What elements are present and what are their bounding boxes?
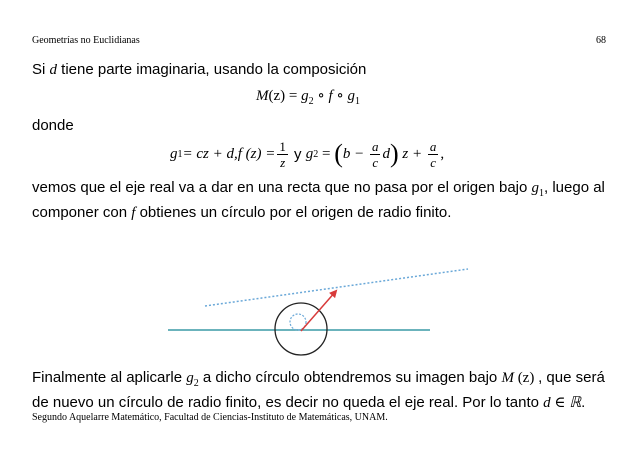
eq2-y: y (289, 145, 306, 163)
paragraph-conclusion (32, 368, 605, 413)
eq2-right-paren: ) (389, 139, 399, 168)
eq1-z: (z) (268, 88, 286, 104)
frac3-denominator: c (430, 154, 437, 170)
fraction-one-over-z (277, 139, 288, 170)
geometry-figure (0, 255, 638, 375)
eq1-g1: g (347, 88, 356, 104)
eq2-b-minus: b − (342, 145, 368, 162)
eq1-M: M (256, 88, 269, 104)
eq2-g2-sub: 2 (313, 148, 319, 160)
p4-period: . (581, 394, 586, 411)
eq1-equals: = (285, 88, 302, 104)
red-arrow (301, 291, 336, 331)
eq1-sub1: 1 (355, 96, 361, 107)
p4-line1-c: , que será (538, 369, 605, 386)
frac1-numerator: 1 (279, 138, 286, 154)
eq2-comma: , (440, 145, 445, 162)
intro-text-a: Si (32, 61, 50, 78)
p3-line-2 (32, 203, 605, 223)
p4-line2-a: de nuevo un círculo de radio finito, es decir no queda el eje real. Por lo tanto (32, 394, 544, 411)
p3-f: f (131, 205, 136, 221)
p3-g1-sub: 1 (539, 188, 544, 199)
p4-line-2 (32, 393, 605, 413)
p3-line1-b: , luego al (544, 179, 605, 196)
equation-definitions (170, 136, 444, 172)
intro-text-b: tiene parte imaginaria, usando la composición (57, 61, 367, 78)
eq1-sub2: 2 (308, 96, 314, 107)
image-line-dotted (205, 269, 468, 306)
var-d: d (49, 62, 58, 78)
eq2-z-plus: z + (398, 145, 426, 162)
eq2-g1-sub: 1 (177, 148, 183, 160)
frac2-denominator: c (372, 154, 379, 170)
running-header-title: Geometrías no Euclidianas (32, 35, 140, 46)
p4-g2: g (186, 370, 194, 386)
p3-line1-a: vemos que el eje real va a dar en una recta que no pasa por el origen bajo (32, 179, 532, 196)
paragraph-donde: donde (32, 117, 74, 134)
p4-line1-b: a dicho círculo obtendremos su imagen bajo (198, 369, 502, 386)
paragraph-real-axis (32, 178, 605, 223)
eq2-g2-equals: = (318, 145, 335, 162)
p4-line1-a: Finalmente al aplicarle (32, 369, 187, 386)
eq1-circ2: ∘ (332, 88, 348, 104)
fraction-a-over-c-2 (428, 139, 439, 170)
p4-d-in-R: d ∈ ℝ (543, 395, 582, 411)
frac1-denominator: z (280, 154, 286, 170)
eq2-g2: g (305, 145, 314, 162)
eq2-left-paren: ( (334, 139, 343, 168)
eq1-f: f (328, 88, 333, 104)
eq2-f-lhs: f (z) = (237, 145, 276, 162)
frac3-numerator: a (429, 138, 437, 154)
page-number: 68 (596, 35, 606, 46)
page-footer: Segundo Aquelarre Matemático, Facultad de Ciencias-Instituto de Matemáticas, UNAM. (32, 412, 388, 423)
fraction-a-over-c-1 (370, 139, 381, 170)
p4-M: M (501, 370, 514, 386)
p4-z: (z) (513, 370, 539, 386)
eq2-d: d (382, 145, 390, 162)
p4-g2-sub: 2 (193, 378, 199, 389)
eq1-g2: g (301, 88, 309, 104)
p3-line2-a: componer con (32, 204, 132, 221)
eq2-g1-rhs: = cz + d, (182, 145, 238, 162)
frac2-numerator: a (371, 138, 379, 154)
p4-line-1 (32, 368, 605, 393)
paragraph-intro (32, 60, 366, 80)
p3-g1: g (531, 180, 539, 196)
p3-line2-b: obtienes un círculo por el origen de radio finito. (135, 204, 452, 221)
equation-composition (256, 86, 360, 107)
p3-line-1 (32, 178, 605, 203)
eq1-circ1: ∘ (313, 88, 329, 104)
eq2-g1: g (170, 145, 178, 162)
